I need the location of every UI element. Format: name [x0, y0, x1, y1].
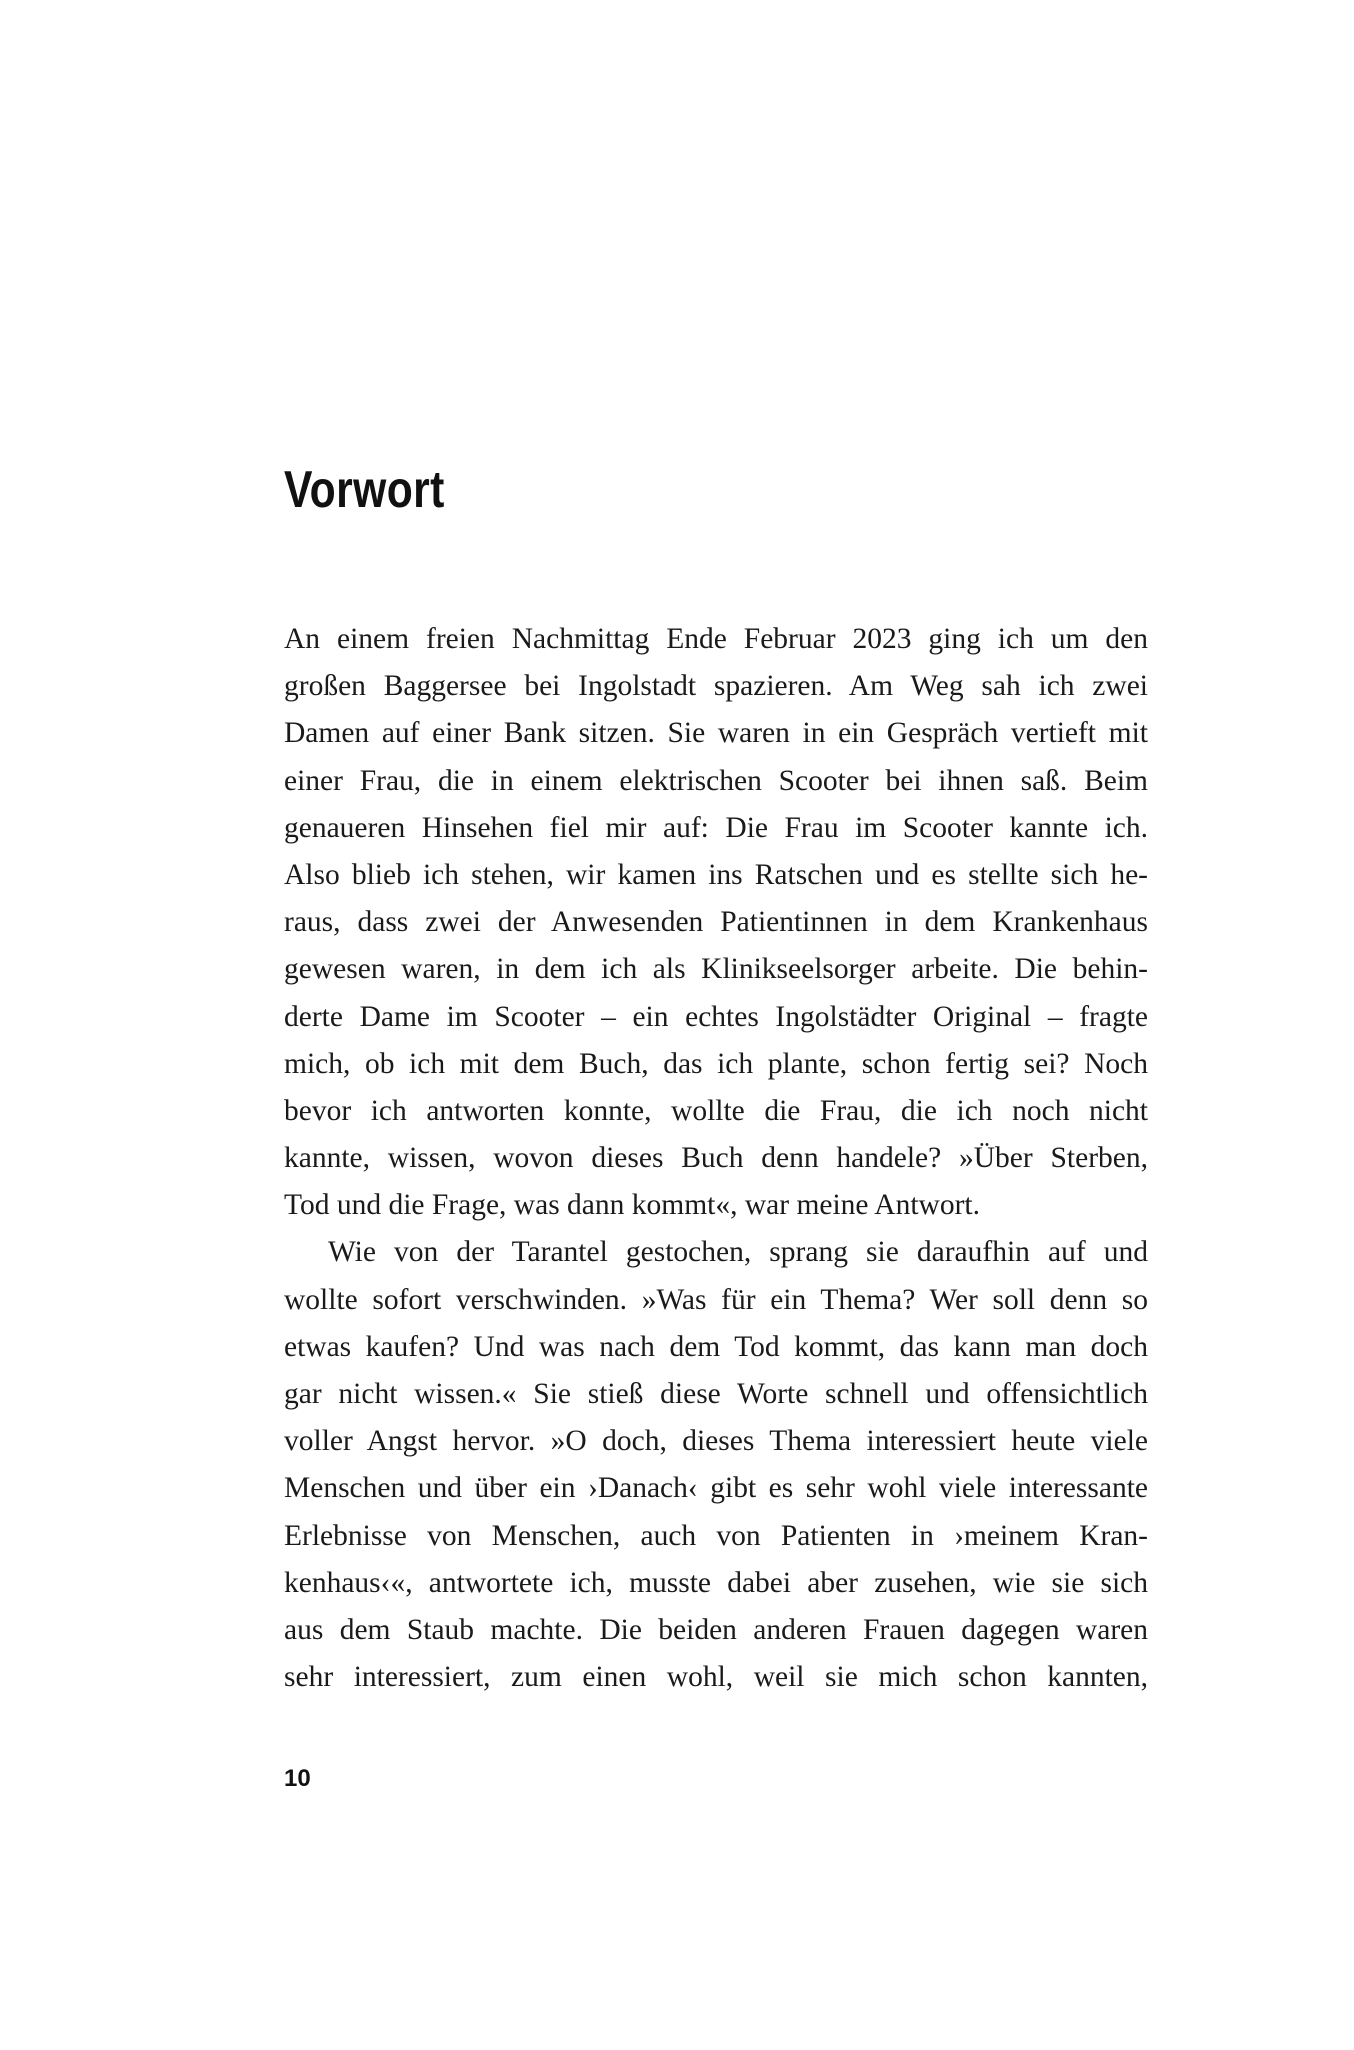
text-line: derte Dame im Scooter – ein echtes Ingolstädter Original – fragte	[284, 1000, 1148, 1033]
text-line: kannte, wissen, wovon dieses Buch denn handele? »Über Sterben,	[284, 1142, 1148, 1175]
text-line: einer Frau, die in einem elektrischen Scooter bei ihnen saß. Beim	[284, 764, 1148, 797]
page-number: 10	[284, 1765, 311, 1792]
text-line: Damen auf einer Bank sitzen. Sie waren in ein Gespräch vertieft mit	[284, 717, 1148, 750]
chapter-title: Vorwort	[284, 461, 445, 519]
text-line: gar nicht wissen.« Sie stieß diese Worte schnell und offensichtlich	[284, 1378, 1148, 1410]
text-line: Erlebnisse von Menschen, auch von Patienten in ›meinem Kran-	[284, 1519, 1148, 1552]
text-line: Menschen und über ein ›Danach‹ gibt es sehr wohl viele interessante	[284, 1472, 1148, 1505]
text-line: Wie von der Tarantel gestochen, sprang sie daraufhin auf und	[328, 1236, 1148, 1269]
text-line: raus, dass zwei der Anwesenden Patientinnen in dem Krankenhaus	[284, 906, 1148, 939]
text-line: genaueren Hinsehen fiel mir auf: Die Frau im Scooter kannte ich.	[284, 811, 1148, 844]
text-line: kenhaus‹«, antwortete ich, musste dabei aber zusehen, wie sie sich	[284, 1566, 1148, 1599]
text-line: An einem freien Nachmittag Ende Februar 2023 ging ich um den	[284, 623, 1148, 655]
text-line: wollte sofort verschwinden. »Was für ein Thema? Wer soll denn so	[284, 1283, 1148, 1316]
paragraph-2	[284, 1229, 1148, 1701]
text-line: großen Baggersee bei Ingolstadt spazieren. Am Weg sah ich zwei	[284, 670, 1148, 703]
text-line: bevor ich antworten konnte, wollte die Frau, die ich noch nicht	[284, 1094, 1148, 1127]
text-line: etwas kaufen? Und was nach dem Tod kommt, das kann man doch	[284, 1330, 1148, 1363]
text-line: voller Angst hervor. »O doch, dieses Thema interessiert heute viele	[284, 1425, 1148, 1458]
text-line: sehr interessiert, zum einen wohl, weil sie mich schon kannten,	[284, 1661, 1148, 1694]
text-line: gewesen waren, in dem ich als Klinikseelsorger arbeite. Die behin-	[284, 953, 1148, 986]
text-line: Tod und die Frage, was dann kommt«, war meine Antwort.	[284, 1189, 980, 1222]
body-text	[284, 616, 1148, 1701]
text-line: Also blieb ich stehen, wir kamen ins Ratschen und es stellte sich he-	[284, 858, 1148, 891]
text-line: aus dem Staub machte. Die beiden anderen Frauen dagegen waren	[284, 1613, 1148, 1646]
paragraph-1	[284, 616, 1148, 1229]
text-line: mich, ob ich mit dem Buch, das ich plante, schon fertig sei? Noch	[284, 1047, 1148, 1080]
